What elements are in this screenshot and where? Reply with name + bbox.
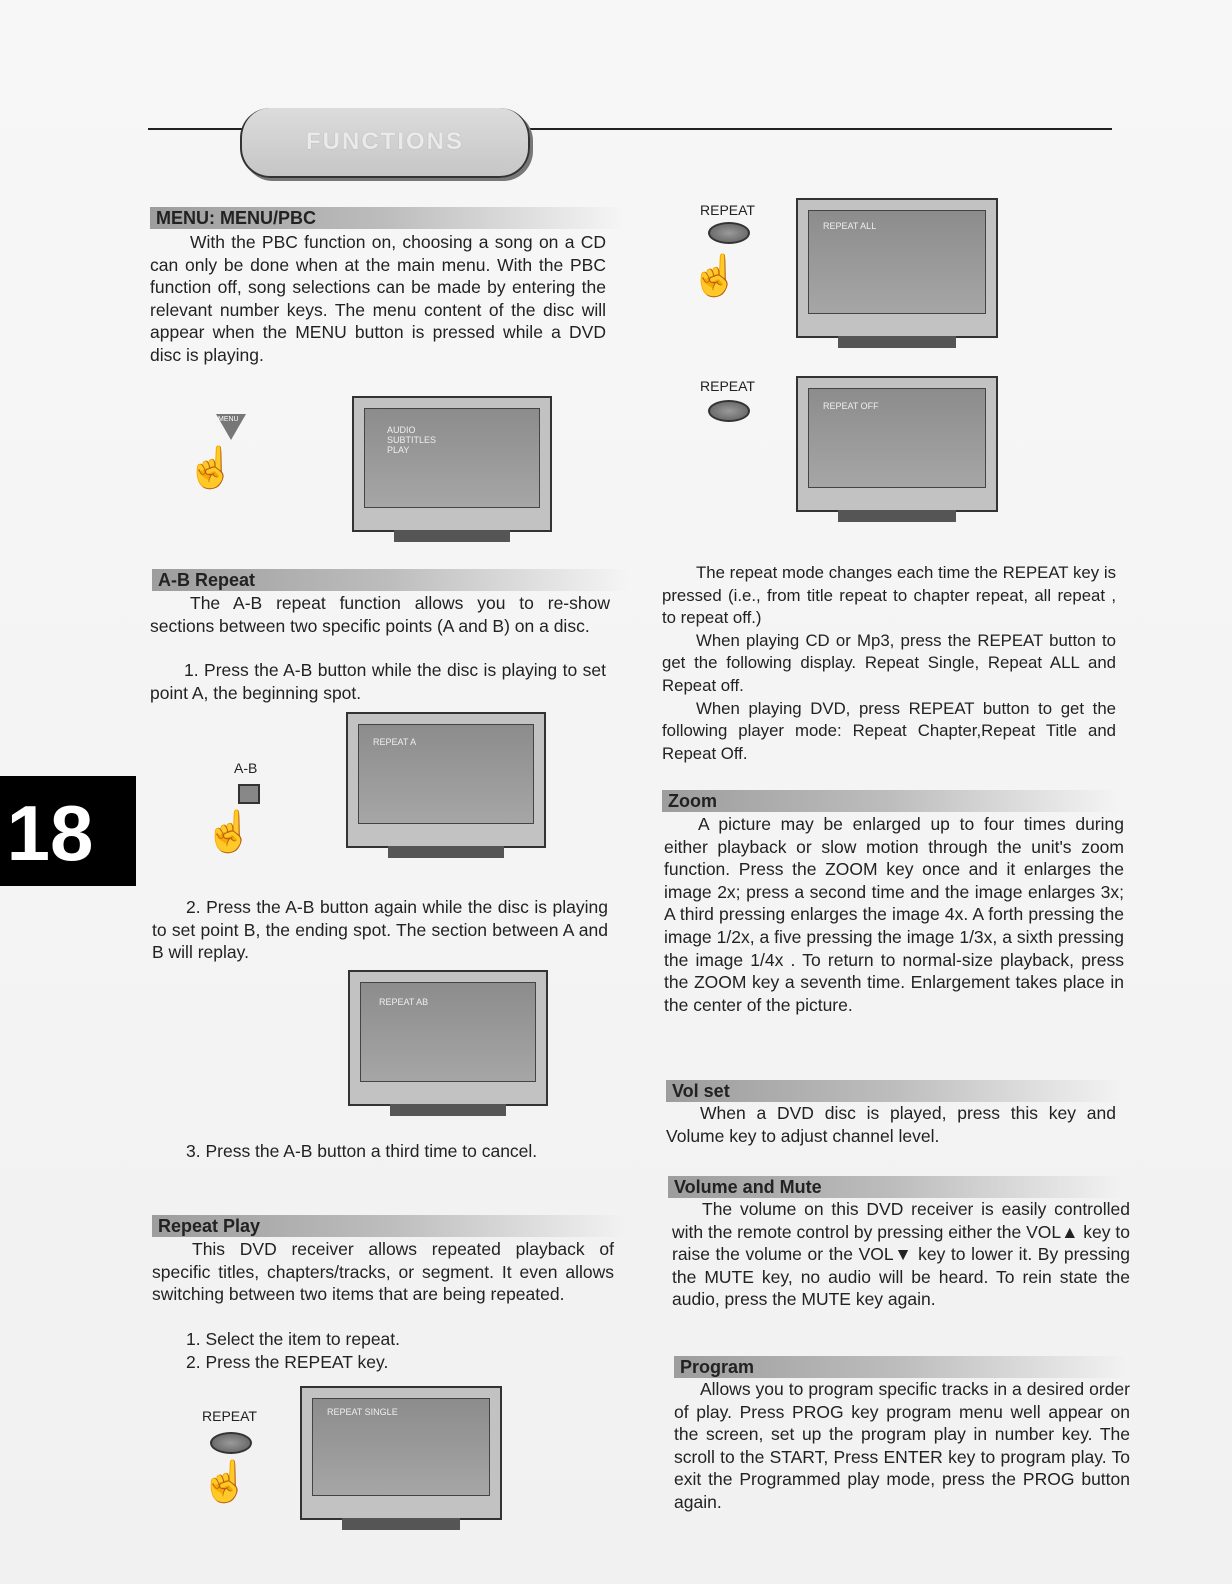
tv-repeat-all bbox=[796, 198, 998, 338]
tv-screen bbox=[360, 982, 536, 1082]
tv-screen bbox=[808, 210, 986, 314]
ab-button-caption: A-B bbox=[234, 760, 258, 776]
tv-stand bbox=[394, 530, 510, 542]
tv-repeat-ab bbox=[348, 970, 548, 1106]
hand-pointer-icon: ☝ bbox=[690, 254, 740, 298]
hand-pointer-icon: ☝ bbox=[204, 810, 254, 854]
menu-button-label: MENU bbox=[218, 416, 239, 423]
repeat-play-step1: 1. Select the item to repeat. bbox=[186, 1329, 401, 1349]
ab-repeat-intro: The A-B repeat function allows you to re-show sections between two specific points (A and B) on a disc. bbox=[150, 593, 610, 636]
tv-repeat-a bbox=[346, 712, 546, 848]
page-number: 18 bbox=[6, 789, 94, 877]
screen-label: REPEAT ALL bbox=[823, 221, 877, 231]
ab-repeat-step1: 1. Press the A-B button while the disc is playing to set point A, the beginning spot. bbox=[150, 660, 606, 703]
tv-screen bbox=[364, 408, 540, 508]
repeat-text-p1: The repeat mode changes each time the REPEAT key is pressed (i.e., from title repeat to chapter repeat, all repeat , to repeat off.) bbox=[662, 563, 1116, 628]
tv-screen bbox=[312, 1398, 490, 1496]
screen-label: REPEAT AB bbox=[379, 997, 429, 1007]
volume-mute-body: The volume on this DVD receiver is easily controlled with the remote control by pressing either the VOL▲ key to raise the volume or the VOL▼ key to lower it. By pressing the MUTE key, no audio will be heard. To rein state the audio, press the MUTE key again. bbox=[672, 1199, 1130, 1310]
screen-menu-items bbox=[387, 425, 436, 455]
vol-set-body: When a DVD disc is played, press this key and Volume key to adjust channel level. bbox=[666, 1103, 1116, 1146]
repeat-button-icon bbox=[210, 1432, 252, 1454]
menu-heading: MENU: MENU/PBC bbox=[150, 207, 626, 229]
screen-menu-item: PLAY bbox=[387, 445, 410, 455]
tv-menu-screen bbox=[352, 396, 552, 532]
repeat-button-caption: REPEAT bbox=[202, 1408, 257, 1424]
repeat-button-icon bbox=[708, 400, 750, 422]
program-heading: Program bbox=[674, 1356, 1126, 1378]
tv-stand bbox=[390, 1104, 506, 1116]
zoom-body: A picture may be enlarged up to four times during either playback or slow motion through the unit's zoom function. Press the ZOOM key once and it enlarges the image 2x; press a second time and the image enlarges 3x; A third pressing enlarges the image 4x. A forth pressing the image 1/2x, a five pressing the image 1/3x, a sixth pressing the image 1/4x . To return to normal-size playback, press the ZOOM key a seventh time. Enlargement takes place in the center of the picture. bbox=[664, 814, 1124, 1015]
tv-stand bbox=[838, 336, 956, 348]
tv-screen bbox=[358, 724, 534, 824]
repeat-text-p3: When playing DVD, press REPEAT button to get the following player mode: Repeat Chapter,Repeat Title and Repeat Off. bbox=[662, 698, 1116, 763]
program-body: Allows you to program specific tracks in a desired order of play. Press PROG key program menu well appear on the screen, set up the program play in number key. The scroll to the START, Press ENTER key to program play. To exit the Programmed play mode, press the PROG button again. bbox=[674, 1379, 1130, 1512]
header-rule-left bbox=[148, 128, 248, 130]
tv-repeat-single bbox=[300, 1386, 502, 1520]
tv-screen bbox=[808, 388, 986, 488]
screen-menu-item: AUDIO bbox=[387, 425, 416, 435]
tv-stand bbox=[342, 1518, 460, 1530]
repeat-button-caption: REPEAT bbox=[700, 378, 755, 394]
screen-label: REPEAT SINGLE bbox=[327, 1407, 398, 1417]
repeat-play-heading: Repeat Play bbox=[152, 1215, 628, 1237]
repeat-text-p2: When playing CD or Mp3, press the REPEAT button to get the following display. Repeat Single, Repeat ALL and Repeat off. bbox=[662, 630, 1116, 695]
volume-mute-heading: Volume and Mute bbox=[668, 1176, 1124, 1198]
vol-set-heading: Vol set bbox=[666, 1080, 1122, 1102]
tv-repeat-off bbox=[796, 376, 998, 512]
tv-stand bbox=[838, 510, 956, 522]
hand-pointer-icon: ☝ bbox=[186, 446, 236, 490]
ab-repeat-step3: 3. Press the A-B button a third time to cancel. bbox=[186, 1141, 538, 1161]
hand-pointer-icon: ☝ bbox=[200, 1460, 250, 1504]
tv-stand bbox=[388, 846, 504, 858]
repeat-play-body: This DVD receiver allows repeated playback of specific titles, chapters/tracks, or segment. It even allows switching between two items that are being repeated. bbox=[152, 1239, 614, 1305]
zoom-heading: Zoom bbox=[662, 790, 1118, 812]
page-number-box bbox=[0, 776, 136, 886]
ab-repeat-heading: A-B Repeat bbox=[152, 569, 628, 591]
page-title: FUNCTIONS bbox=[306, 128, 464, 155]
header-rule-right bbox=[520, 128, 1112, 130]
repeat-text bbox=[662, 562, 1116, 765]
functions-tab bbox=[240, 108, 530, 178]
ab-repeat-step2: 2. Press the A-B button again while the disc is playing to set point B, the ending spot. The section between A and B will replay. bbox=[152, 897, 608, 963]
repeat-button-icon bbox=[708, 222, 750, 244]
repeat-button-caption: REPEAT bbox=[700, 202, 755, 218]
screen-label: REPEAT OFF bbox=[823, 401, 879, 411]
screen-menu-item: SUBTITLES bbox=[387, 435, 437, 445]
repeat-play-step2: 2. Press the REPEAT key. bbox=[186, 1352, 389, 1372]
screen-label: REPEAT A bbox=[373, 737, 417, 747]
menu-body: With the PBC function on, choosing a song on a CD can only be done when at the main menu. With the PBC function off, song selections can be made by entering the relevant number keys. The menu content of the disc will appear when the MENU button is pressed while a DVD disc is playing. bbox=[150, 232, 606, 365]
ab-button-icon bbox=[238, 784, 260, 804]
